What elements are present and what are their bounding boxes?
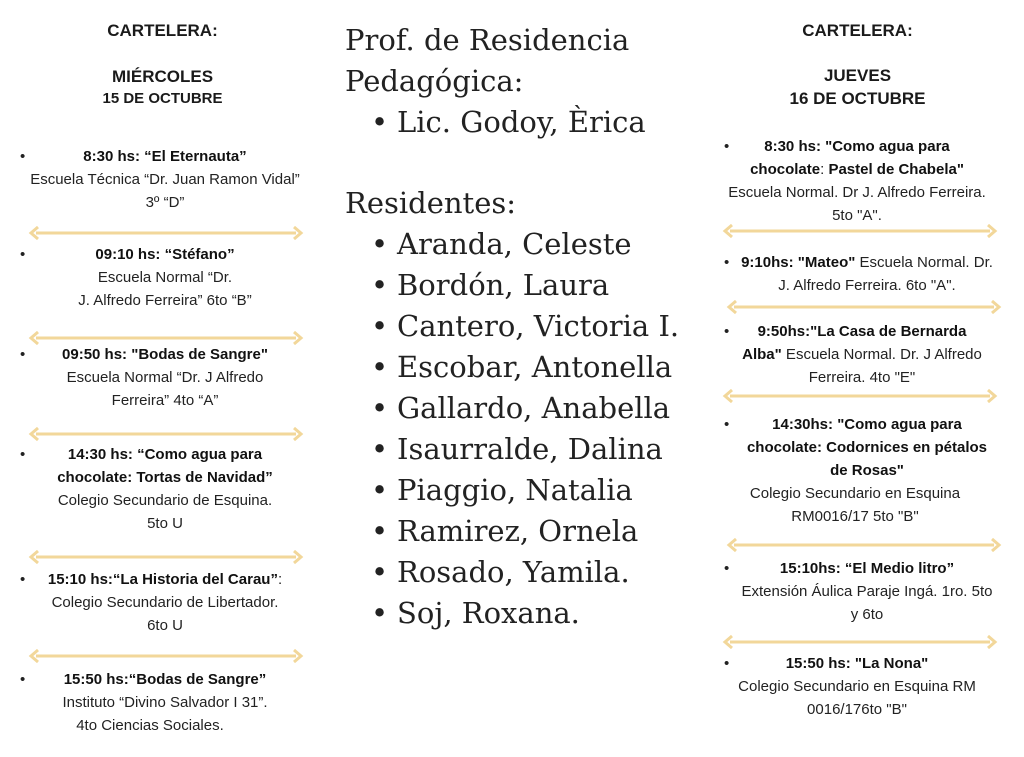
right-title: CARTELERA: — [802, 21, 913, 40]
entry-time-line2: chocolate: Tortas de Navidad” — [57, 469, 273, 486]
entry-title: 8:30 hs: "Como agua para — [764, 138, 950, 155]
list-item: • Ramirez, Ornela — [345, 511, 679, 552]
list-item: • Lic. Godoy, Èrica — [345, 102, 679, 143]
entry-line: Colegio Secundario de Esquina. — [57, 492, 273, 509]
left-entry-2 — [0, 243, 330, 312]
entry-time: 14:30 hs — [67, 446, 128, 463]
middle-column — [345, 20, 679, 634]
right-entry-6 — [712, 652, 1002, 721]
entry-title: 15:50 hs: "La Nona" — [785, 655, 929, 672]
entry-time-rest: : “Como agua para — [127, 446, 263, 463]
prof-heading: Prof. de Residencia — [345, 23, 630, 57]
entry-title: Pastel de Chabela" — [828, 161, 964, 178]
left-entry-3 — [0, 343, 330, 412]
entry-line: 0016/176to "B" — [807, 701, 907, 718]
entry-title: 14:30hs: "Como agua para — [772, 416, 962, 433]
list-item: • Isaurralde, Dalina — [345, 429, 679, 470]
entry-text: Escuela Normal. Dr. — [855, 254, 993, 271]
entry-title: Alba" — [742, 346, 782, 363]
entry-title: 9:50hs:"La Casa de Bernarda — [757, 323, 967, 340]
right-entry-2 — [712, 251, 1022, 297]
list-item: • Rosado, Yamila. — [345, 552, 679, 593]
list-item: • Aranda, Celeste — [345, 224, 679, 265]
double-arrow-icon — [28, 649, 304, 663]
entry-line: Colegio Secundario de Libertador. — [51, 594, 279, 611]
entry-line: y 6to — [850, 606, 884, 623]
entry-line: Ferreira” 4to “A” — [111, 392, 219, 409]
prof-list — [345, 102, 679, 143]
entry-line: Extensión Áulica Paraje Ingá. 1ro. 5to — [741, 583, 993, 600]
entry-line: 4to Ciencias Sociales. — [76, 717, 224, 734]
entry-time-rest: : — [277, 571, 283, 588]
entry-line: 6to U — [147, 617, 183, 634]
list-item: • Cantero, Victoria I. — [345, 306, 679, 347]
double-arrow-icon — [726, 538, 1002, 552]
entry-line: Escuela Normal. Dr J. Alfredo Ferreira. — [728, 184, 986, 201]
double-arrow-icon — [722, 635, 998, 649]
entry-line: Escuela Técnica “Dr. Juan Ramon Vidal” — [30, 171, 300, 188]
double-arrow-icon — [726, 300, 1002, 314]
bullet-icon: • — [724, 560, 730, 577]
residents-heading: Residentes: — [345, 186, 517, 220]
list-item: • Soj, Roxana. — [345, 593, 679, 634]
bullet-icon: • — [724, 323, 730, 340]
entry-time: 15:50 hs:“Bodas de Sangre” — [63, 671, 267, 688]
entry-line: Ferreira. 4to "E" — [808, 369, 916, 386]
bullet-icon: • — [20, 346, 26, 363]
right-entry-3 — [712, 320, 1012, 389]
double-arrow-icon — [28, 427, 304, 441]
entry-time: 15:10 hs:“La Historia del Carau” — [47, 571, 278, 588]
left-day: MIÉRCOLES — [111, 67, 214, 86]
left-entry-5 — [0, 568, 330, 637]
bullet-icon: • — [724, 138, 730, 155]
bullet-icon: • — [724, 655, 730, 672]
bullet-icon: • — [724, 416, 730, 433]
double-arrow-icon — [722, 389, 998, 403]
entry-title: de Rosas" — [830, 462, 904, 479]
left-title: CARTELERA: — [107, 21, 218, 40]
prof-heading: Pedagógica: — [345, 64, 524, 98]
entry-line: J. Alfredo Ferreira. 6to "A". — [778, 277, 956, 294]
bullet-icon: • — [20, 571, 26, 588]
bullet-icon: • — [20, 446, 26, 463]
entry-line: 5to "A". — [832, 207, 882, 224]
right-date: 16 DE OCTUBRE — [789, 89, 926, 108]
entry-line: 3º “D” — [145, 194, 185, 211]
left-date: 15 DE OCTUBRE — [102, 90, 223, 107]
entry-title: chocolate — [750, 161, 821, 178]
list-item: • Escobar, Antonella — [345, 347, 679, 388]
bullet-icon: • — [20, 148, 26, 165]
list-item: • Gallardo, Anabella — [345, 388, 679, 429]
residents-list — [345, 224, 679, 634]
left-entry-1 — [0, 145, 330, 214]
entry-line: RM0016/17 5to "B" — [791, 508, 919, 525]
entry-title: 9:10hs: "Mateo" — [741, 254, 856, 271]
entry-text: Escuela Normal. Dr. J Alfredo — [781, 346, 982, 363]
entry-time: 09:50 hs: "Bodas de Sangre" — [62, 346, 268, 363]
entry-line: Instituto “Divino Salvador I 31”. — [62, 694, 268, 711]
entry-time: 8:30 hs: “El Eternauta” — [83, 148, 247, 165]
entry-line: 5to U — [147, 515, 183, 532]
entry-title: 15:10hs: “El Medio litro” — [779, 560, 955, 577]
entry-time: 09:10 hs: “Stéfano” — [95, 246, 235, 263]
double-arrow-icon — [28, 226, 304, 240]
right-entry-4 — [712, 413, 1022, 528]
double-arrow-icon — [722, 224, 998, 238]
right-entry-1 — [712, 135, 1002, 227]
double-arrow-icon — [28, 550, 304, 564]
entry-line: Escuela Normal “Dr. J Alfredo — [66, 369, 264, 386]
list-item: • Piaggio, Natalia — [345, 470, 679, 511]
entry-text: : — [820, 161, 829, 178]
right-day: JUEVES — [823, 66, 892, 85]
entry-line: Escuela Normal “Dr. — [97, 269, 233, 286]
bullet-icon: • — [724, 254, 730, 271]
entry-line: Colegio Secundario en Esquina RM — [738, 678, 976, 695]
entry-line: J. Alfredo Ferreira” 6to “B” — [78, 292, 252, 309]
entry-line: Colegio Secundario en Esquina — [749, 485, 961, 502]
entry-title: chocolate: Codornices en pétalos — [746, 439, 988, 456]
left-entry-4 — [0, 443, 330, 535]
right-entry-5 — [712, 557, 1022, 626]
bullet-icon: • — [20, 246, 26, 263]
list-item: • Bordón, Laura — [345, 265, 679, 306]
bullet-icon: • — [20, 671, 26, 688]
left-entry-6 — [0, 668, 330, 737]
